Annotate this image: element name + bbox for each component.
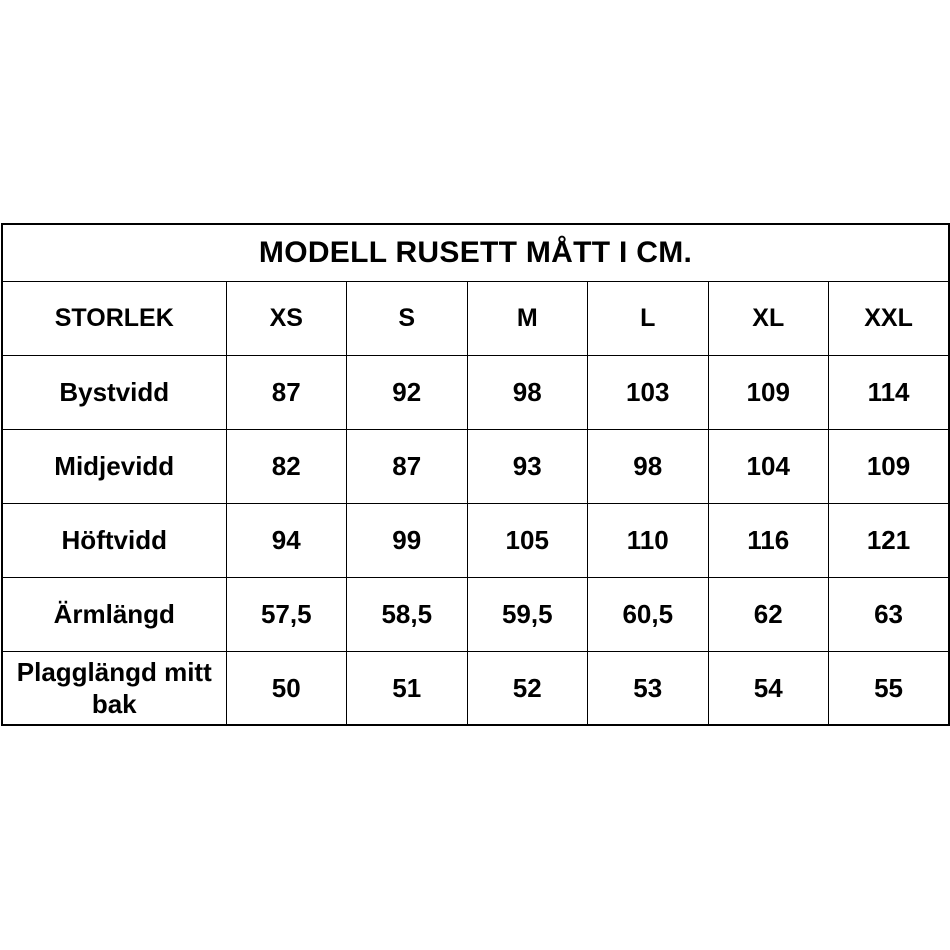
size-header-xs: XS [226,281,347,355]
header-row [2,281,949,355]
table-row [2,651,949,725]
table-cell: 109 [829,429,950,503]
table-cell: 94 [226,503,347,577]
table-cell: 104 [708,429,829,503]
size-header-m: M [467,281,588,355]
table-cell: 52 [467,651,588,725]
table-cell: 57,5 [226,577,347,651]
table-cell: 99 [347,503,468,577]
table-row [2,355,949,429]
table-title: MODELL RUSETT MÅTT I CM. [2,224,949,281]
size-header-s: S [347,281,468,355]
table-cell: 116 [708,503,829,577]
row-label: Midjevidd [2,429,226,503]
table-cell: 105 [467,503,588,577]
table-cell: 103 [588,355,709,429]
size-chart-table [1,223,950,726]
size-header-xl: XL [708,281,829,355]
table-cell: 50 [226,651,347,725]
size-header-xxl: XXL [829,281,950,355]
row-label: Bystvidd [2,355,226,429]
table-cell: 114 [829,355,950,429]
row-label: Plagglängd mitt bak [2,651,226,725]
title-row [2,224,949,281]
table-cell: 87 [226,355,347,429]
table-cell: 110 [588,503,709,577]
size-header-l: L [588,281,709,355]
table-cell: 92 [347,355,468,429]
row-label: Ärmlängd [2,577,226,651]
table-cell: 82 [226,429,347,503]
table-cell: 54 [708,651,829,725]
table-cell: 53 [588,651,709,725]
table-row [2,503,949,577]
table-cell: 98 [588,429,709,503]
table-cell: 121 [829,503,950,577]
table-cell: 59,5 [467,577,588,651]
row-label: Höftvidd [2,503,226,577]
table-cell: 62 [708,577,829,651]
table-cell: 60,5 [588,577,709,651]
table-cell: 58,5 [347,577,468,651]
table-row [2,577,949,651]
table-cell: 51 [347,651,468,725]
table-cell: 109 [708,355,829,429]
table-cell: 87 [347,429,468,503]
table-cell: 93 [467,429,588,503]
table-cell: 98 [467,355,588,429]
table-cell: 55 [829,651,950,725]
table-row [2,429,949,503]
table-cell: 63 [829,577,950,651]
header-label: STORLEK [2,281,226,355]
